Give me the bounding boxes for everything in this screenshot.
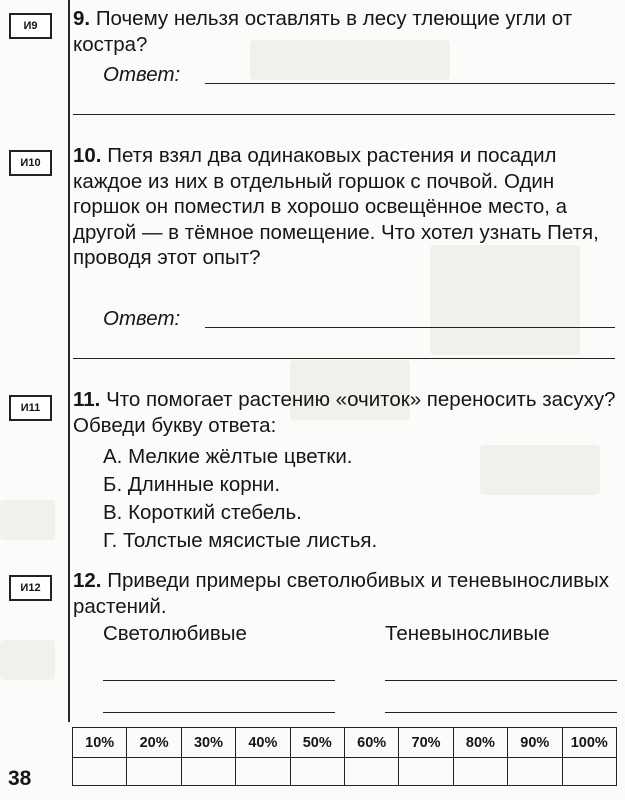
percent-cell: 90% <box>508 728 562 758</box>
percent-cell: 70% <box>399 728 453 758</box>
question-10 <box>73 143 618 271</box>
percent-cell: 10% <box>73 728 127 758</box>
percent-cell: 30% <box>181 728 235 758</box>
question-9 <box>73 6 618 57</box>
mark-cell[interactable] <box>290 758 344 786</box>
question-tag-10: И10 <box>9 150 52 176</box>
mark-cell[interactable] <box>181 758 235 786</box>
question-11 <box>73 387 618 438</box>
mark-cell[interactable] <box>508 758 562 786</box>
answer-option-b[interactable]: Б. Длинные корни. <box>103 473 281 496</box>
question-text: Почему нельзя оставлять в лесу тлеющие угли от костра? <box>73 7 573 56</box>
question-number: 10. <box>73 144 102 167</box>
percent-cell: 20% <box>127 728 181 758</box>
percent-cell: 60% <box>344 728 398 758</box>
bleed-through-smudge <box>0 500 55 540</box>
question-tag-11: И11 <box>9 395 52 421</box>
mark-cell[interactable] <box>127 758 181 786</box>
mark-cell[interactable] <box>73 758 127 786</box>
answer-option-d[interactable]: Г. Толстые мясистые листья. <box>103 529 378 552</box>
mark-cell[interactable] <box>453 758 507 786</box>
percent-mark-row <box>73 758 617 786</box>
answer-line[interactable] <box>205 83 615 84</box>
percent-cell: 100% <box>562 728 616 758</box>
mark-cell[interactable] <box>562 758 616 786</box>
mark-cell[interactable] <box>344 758 398 786</box>
question-text: Приведи примеры светолюбивых и теневыносливых растений. <box>73 569 609 618</box>
margin-rule <box>68 0 70 722</box>
question-number: 9. <box>73 7 91 30</box>
answer-line[interactable] <box>103 712 335 713</box>
answer-label: Ответ: <box>103 307 181 330</box>
question-number: 11. <box>73 388 101 411</box>
bleed-through-smudge <box>0 640 55 680</box>
question-text: Петя взял два одинаковых растения и посадил каждое из них в отдельный горшок с почвой. Один горшок он поместил в хорошо освещённое место, а другой — в тёмное помещение. Что хотел узнать Петя, проводя этот опыт? <box>73 144 599 269</box>
column-heading-light-loving: Светолюбивые <box>103 622 247 645</box>
question-tag-12: И12 <box>9 575 52 601</box>
answer-label: Ответ: <box>103 63 181 86</box>
page-number: 38 <box>8 767 32 790</box>
percent-score-table <box>72 727 617 786</box>
percent-cell: 80% <box>453 728 507 758</box>
mark-cell[interactable] <box>399 758 453 786</box>
answer-option-c[interactable]: В. Короткий стебель. <box>103 501 302 524</box>
question-tag-9: И9 <box>9 13 52 39</box>
percent-cell: 40% <box>236 728 290 758</box>
bleed-through-smudge <box>480 445 600 495</box>
percent-header-row <box>73 728 617 758</box>
answer-line[interactable] <box>73 358 615 359</box>
mark-cell[interactable] <box>236 758 290 786</box>
question-number: 12. <box>73 569 102 592</box>
answer-line[interactable] <box>103 680 335 681</box>
question-text: Что помогает растению «очиток» переносить засуху? Обведи букву ответа: <box>73 388 616 437</box>
column-heading-shade-tolerant: Теневыносливые <box>385 622 550 645</box>
answer-line[interactable] <box>385 680 617 681</box>
question-12 <box>73 568 618 619</box>
answer-line[interactable] <box>205 327 615 328</box>
answer-option-a[interactable]: А. Мелкие жёлтые цветки. <box>103 445 353 468</box>
answer-line[interactable] <box>385 712 617 713</box>
answer-line[interactable] <box>73 114 615 115</box>
percent-cell: 50% <box>290 728 344 758</box>
